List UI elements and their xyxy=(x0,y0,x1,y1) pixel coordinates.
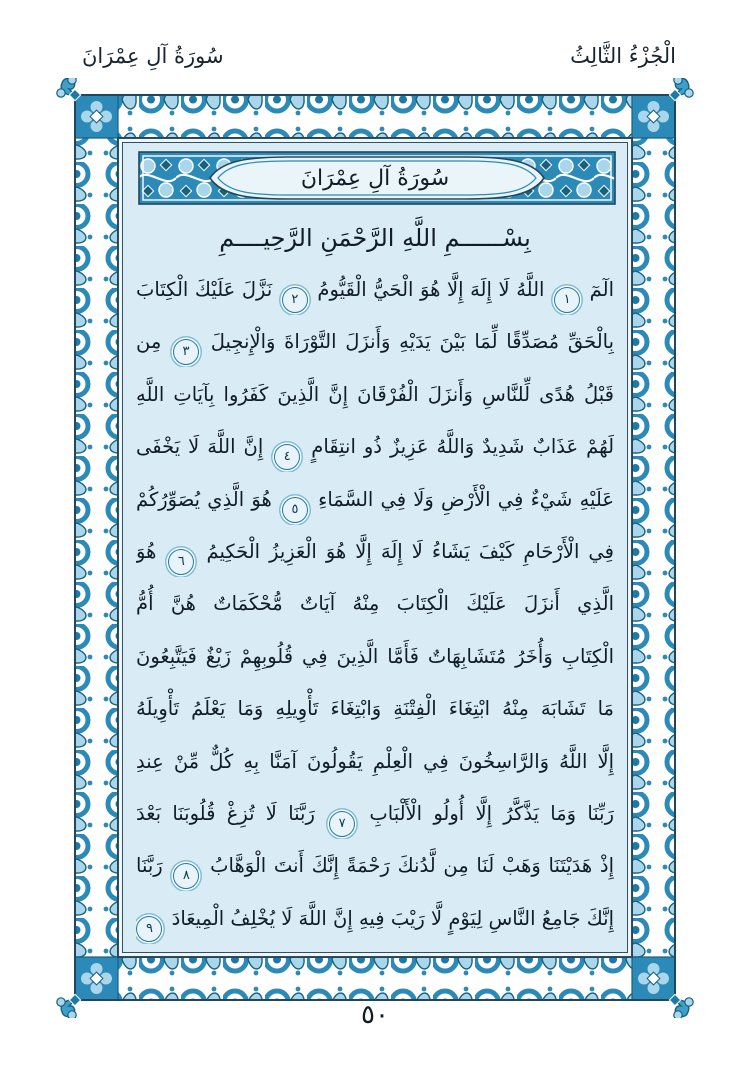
mushaf-line: بِالْحَقِّ مُصَدِّقًا لِّمَا بَيْنَ يَدَيْهِ وَأَنزَلَ التَّوْرَاةَ وَالْإِنجِيلَ ٣ مِن xyxy=(136,317,614,367)
page-number: ٥٠ xyxy=(361,1000,389,1030)
mushaf-line: الٓمٓ ١ اللَّهُ لَا إِلَهَ إِلَّا هُوَ الْحَيُّ الْقَيُّومُ ٢ نَزَّلَ عَلَيْكَ الْكِتَابَ xyxy=(136,265,614,315)
mushaf-line: رَبِّنَا وَمَا يَذَّكَّرُ إِلَّا أُولُو الْأَلْبَابِ ٧ رَبَّنَا لَا تُزِغْ قُلُوبَنَا بَعْدَ xyxy=(136,789,614,839)
bismillah: بِسْــــــمِ اللَّهِ الرَّحْمَنِ الرَّحِيــــمِ xyxy=(219,224,531,252)
ayah-number-medallion: ٣ xyxy=(173,339,199,365)
ayah-number-medallion: ٩ xyxy=(136,916,162,942)
ayah-number-medallion: ٦ xyxy=(168,549,194,575)
ayah-number-medallion: ٢ xyxy=(282,287,308,313)
mushaf-line: الَّذِي أَنزَلَ عَلَيْكَ الْكِتَابَ مِنْهُ آيَاتٌ مُّحْكَمَاتٌ هُنَّ أُمُّ xyxy=(136,592,614,616)
mushaf-line: إِلَّا اللَّهُ وَالرَّاسِخُونَ فِي الْعِلْمِ يَقُولُونَ آمَنَّا بِهِ كُلٌّ مِّنْ عِندِ xyxy=(136,749,614,773)
ayah-number-medallion: ٥ xyxy=(282,497,308,523)
mushaf-line: عَلَيْهِ شَيْءٌ فِي الْأَرْضِ وَلَا فِي السَّمَاءِ ٥ هُوَ الَّذِي يُصَوِّرُكُمْ xyxy=(136,475,614,525)
ayah-number-medallion: ٤ xyxy=(274,444,300,470)
surah-title-band xyxy=(138,151,612,205)
mushaf-line: فِي الْأَرْحَامِ كَيْفَ يَشَاءُ لَا إِلَهَ إِلَّا هُوَ الْعَزِيزُ الْحَكِيمُ ٦ هُوَ xyxy=(136,527,614,577)
surah-title: سُورَةُ آلِ عِمْرَانَ xyxy=(300,165,450,191)
mushaf-line: إِنَّكَ جَامِعُ النَّاسِ لِيَوْمٍ لَّا رَيْبَ فِيهِ إِنَّ اللَّهَ لَا يُخْلِفُ الْمِيعَادَ ٩ xyxy=(136,894,614,944)
ayah-number-medallion: ٧ xyxy=(329,811,355,837)
mushaf-line: الْكِتَابِ وَأُخَرُ مُتَشَابِهَاتٌ فَأَمَّا الَّذِينَ فِي قُلُوبِهِمْ زَيْغٌ فَيَتَّبِعُونَ xyxy=(136,644,614,668)
ayah-number-medallion: ١ xyxy=(554,287,580,313)
mushaf-line: إِذْ هَدَيْتَنَا وَهَبْ لَنَا مِن لَّدُنكَ رَحْمَةً إِنَّكَ أَنتَ الْوَهَّابُ ٨ رَبَّنَا xyxy=(136,841,614,891)
mushaf-line: قَبْلُ هُدًى لِّلنَّاسِ وَأَنزَلَ الْفُرْقَانَ إِنَّ الَّذِينَ كَفَرُوا بِآيَاتِ اللَّهِ xyxy=(136,382,614,406)
header-juz-name: الْجُزْءُ الثَّالِثُ xyxy=(570,44,676,68)
mushaf-line: مَا تَشَابَهَ مِنْهُ ابْتِغَاءَ الْفِتْنَةِ وَابْتِغَاءَ تَأْوِيلِهِ وَمَا يَعْلَمُ تَأْوِيلَهُ xyxy=(136,697,614,721)
ayah-number-medallion: ٨ xyxy=(173,863,199,889)
header-surah-name: سُورَةُ آلِ عِمْرَانَ xyxy=(82,44,224,68)
verse-lines xyxy=(136,265,614,944)
mushaf-line: لَهُمْ عَذَابٌ شَدِيدٌ وَاللَّهُ عَزِيزٌ ذُو انتِقَامٍ ٤ إِنَّ اللَّهَ لَا يَخْفَى xyxy=(136,422,614,472)
text-panel xyxy=(118,138,632,957)
